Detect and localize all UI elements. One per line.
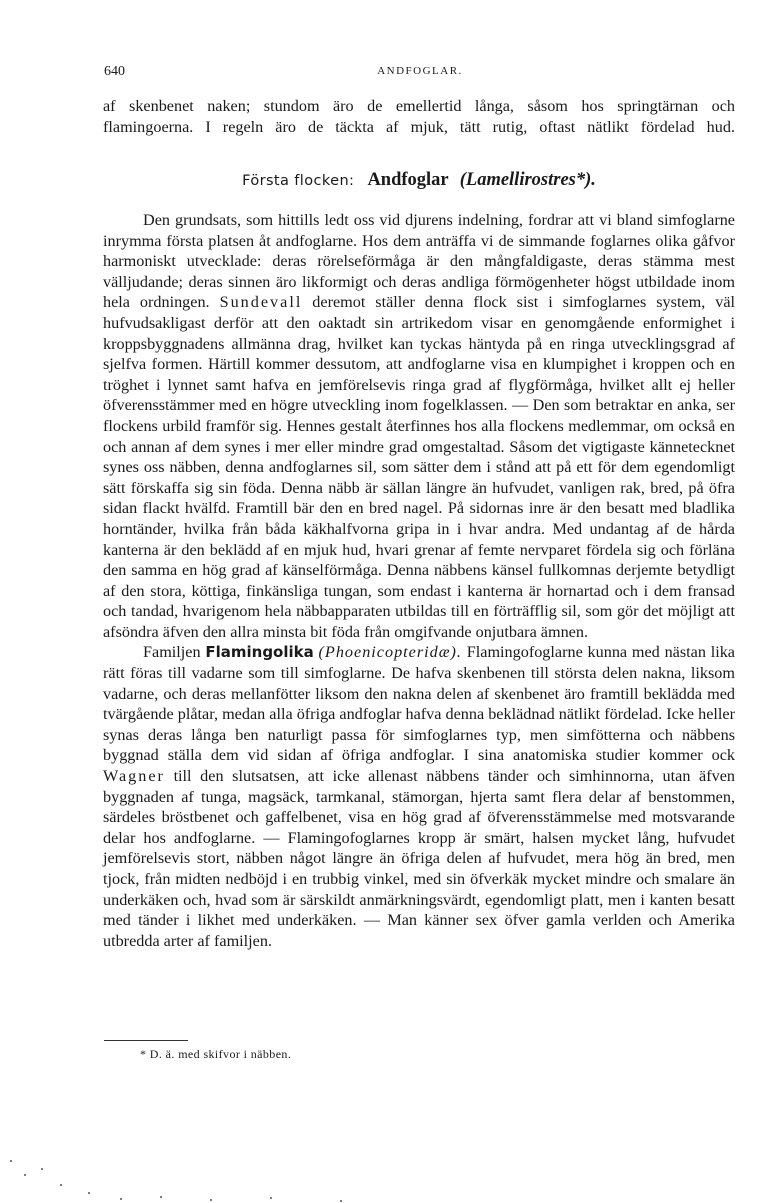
section-heading — [103, 170, 735, 191]
paragraph-text: Den grundsats, som hittills ledt oss vid djurens indelning, fordrar att vi bland simfoglarne inrymma första platsen åt andfoglarne. Hos dem anträffa vi de simmande foglarnes olika gåfvor harmoniskt utvecklade: deras rörelseförmåga är den mångfaldigaste, deras stämma mest välljudande; deras sinnen äro likformigt och deras andliga förmögenheter högst utbildade inom hela ordningen. — [103, 211, 735, 312]
paragraph-flamingolika — [103, 642, 735, 951]
author-name: Sundevall — [219, 293, 303, 312]
section-latin-name: (Lamellirostres*). — [459, 170, 596, 190]
footnote-rule — [104, 1040, 188, 1041]
scan-edge-noise — [0, 1140, 784, 1203]
author-name: Wagner — [103, 767, 165, 786]
paragraph-text: Flamingofoglarne kunna med nästan lika rätt föras till vadarne som till simfoglarne. De hafva skenbenen till största delen nakna, liksom vadarne, och deras mellanfötter liksom den nakna delen af skenbenet äro framtill beklädda med tvärgående plåtar, medan alla öfriga andfoglar hafva denna beklädnad nätlikt fördelad. Icke heller synas deras långa ben naturligt passa för simfoglarnes typ, men simfötterna och näbbens byggnad ställa dem vid sidan af öfriga andfoglar. I sina anatomiska studier kommer ock — [103, 643, 735, 765]
family-name: Flamingolika — [205, 643, 314, 662]
paragraph-text: till den slutsatsen, att icke allenast näbbens tänder och simhinnorna, utan äfven byggnaden af tunga, magsäck, tarmkanal, stämorgan, hjerta samt flera delar af benstommen, särdeles bröstbenet och gaffelbenet, visa en hög grad af öfverensstämmelse med motsvarande delar hos andfoglarne. — Flamingofoglarnes kropp är smärt, halsen mycket lång, hufvudet jemförelsevis stort, näbben något längre än öfriga delen af hufvudet, mera hög än bred, men tjock, från midten nedböjd i en trubbig vinkel, med sin öfverkäk mycket mindre och smalare än underkäken och, hvad som är särskildt anmärkningsvärdt, egendomligt platt, men i kanten besatt med tänder i likhet med underkäken. — Man känner sex öfver gamla verlden och Amerika utbredda arter af familjen. — [103, 767, 736, 950]
main-text — [103, 210, 735, 951]
paragraph-text: deremot ställer denna flock sist i simfoglarnes system, väl hufvudsakligast derför att den oaktadt sin artrikedom visar en genomgående enformighet i kroppsbyggnadens allmänna drag, hvilket kan tyckas häntyda på en ringa utvecklingsgrad af sjelfva formen. Härtill kommer dessutom, att andfoglarne visa en klumpighet i kroppen och en tröghet i lynnet samt hafva en jemförelsevis ringa grad af flygförmåga, hvilket allt ej heller öfverensstämmer med en högre utveckling inom fogelklassen. — Den som betraktar en anka, ser flockens urbild framför sig. Hennes gestalt återfinnes hos alla flockens medlemmar, om också en och annan af dem synes i mer eller mindre grad omgestaltad. Såsom det vigtigaste kännetecknet synes oss näbben, denna andfoglarnes sil, som sätter dem i stånd att på ett för dem egendomligt sätt förskaffa sig sin föda. Denna näbb är sällan längre än hufvudet, vanligen rak, bred, på öfra sidan flackt hvälfd. Framtill bär den en bred nagel. På sidornas inre är den besatt med bladlika horntänder, hvilka från båda käkhalfvorna gripa in i hvar andra. Med undantag af de hårda kanterna är den beklädd af en mjuk hud, hvari grenar af femte nervparet fördela sig och förläna den samma en hög grad af känselförmåga. Denna näbbens känsel fullkomnas derjemte betydligt af den stora, köttiga, finkänsliga tungan, som endast i kanterna är hornartad och i dem fransad och tandad, hvarigenom hela näbbapparaten utbildas till en förträfflig sil, som gör det möjligt att afsöndra äfven den allra minsta bit föda från omgifvande onjutbara ämnen. — [103, 293, 735, 641]
running-title: ANDFOGLAR. — [377, 65, 463, 77]
paragraph-andfoglar — [103, 210, 735, 642]
intro-line: af skenbenet naken; stundom äro de emellertid långa, såsom hos springtärnan och — [103, 97, 735, 115]
family-latin-name: (Phoenicopteridæ). — [318, 643, 462, 662]
section-title: Andfoglar — [367, 170, 449, 190]
running-head — [104, 64, 736, 84]
footnote: * D. ä. med skifvor i näbben. — [140, 1047, 292, 1061]
section-label: Första flocken: — [242, 173, 355, 189]
intro-line: flamingoerna. I regeln äro de täckta af mjuk, tätt rutig, oftast nätlikt fördelad hud. — [103, 117, 735, 136]
page-number: 640 — [104, 64, 125, 79]
family-lead: Familjen — [143, 643, 201, 662]
intro-paragraph — [103, 96, 735, 137]
